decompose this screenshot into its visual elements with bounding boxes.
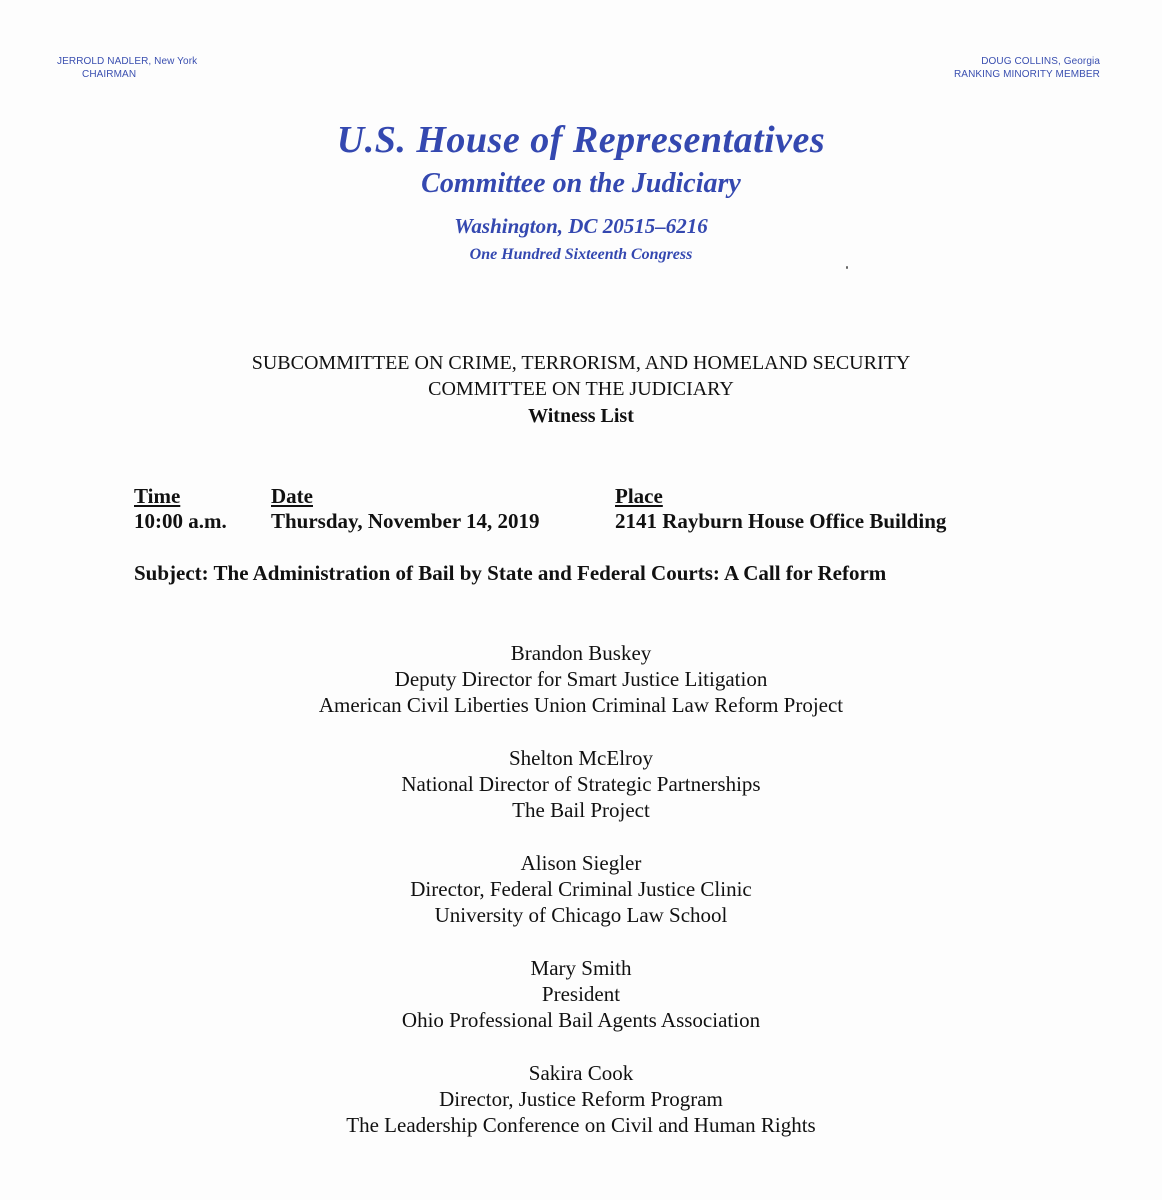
letterhead-committee: Committee on the Judiciary bbox=[421, 168, 741, 199]
witness-title: President bbox=[541, 982, 621, 1006]
committee-title: COMMITTEE ON THE JUDICIARY bbox=[428, 378, 734, 400]
hearing-subject: Subject: The Administration of Bail by State and Federal Courts: A Call for Reform bbox=[134, 561, 887, 585]
witness-organization: American Civil Liberties Union Criminal Law Reform Project bbox=[318, 693, 844, 717]
witness-organization: University of Chicago Law School bbox=[434, 903, 728, 927]
witness-title: Deputy Director for Smart Justice Litigation bbox=[394, 667, 768, 691]
witness-organization: The Leadership Conference on Civil and Human Rights bbox=[346, 1113, 816, 1137]
witness-name: Sakira Cook bbox=[528, 1061, 634, 1085]
date-value: Thursday, November 14, 2019 bbox=[271, 509, 540, 533]
chairman-name: JERROLD NADLER, New York bbox=[57, 56, 198, 67]
ranking-member-title: RANKING MINORITY MEMBER bbox=[953, 69, 1100, 80]
witness-organization: Ohio Professional Bail Agents Association bbox=[401, 1008, 761, 1032]
chairman-block bbox=[57, 55, 197, 81]
ranking-member-block bbox=[954, 55, 1100, 81]
subcommittee-title: SUBCOMMITTEE ON CRIME, TERRORISM, AND HOMELAND SECURITY bbox=[251, 352, 911, 374]
witness-organization: The Bail Project bbox=[512, 798, 650, 822]
witness-entry bbox=[0, 1060, 1162, 1138]
place-label: Place bbox=[615, 484, 663, 508]
witness-name: Mary Smith bbox=[530, 956, 632, 980]
time-value: 10:00 a.m. bbox=[134, 509, 227, 533]
time-column bbox=[134, 484, 227, 534]
time-label: Time bbox=[134, 484, 181, 508]
witness-list-heading: Witness List bbox=[528, 405, 634, 427]
letterhead-house: U.S. House of Representatives bbox=[336, 119, 826, 161]
place-column bbox=[615, 484, 946, 534]
witness-title: Director, Justice Reform Program bbox=[439, 1087, 723, 1111]
date-label: Date bbox=[271, 484, 313, 508]
witness-entry bbox=[0, 640, 1162, 718]
letterhead-address: Washington, DC 20515–6216 bbox=[454, 214, 708, 238]
scan-speck bbox=[846, 266, 848, 269]
ranking-member-name: DOUG COLLINS, Georgia bbox=[981, 56, 1100, 67]
chairman-title: CHAIRMAN bbox=[82, 69, 137, 80]
witness-name: Brandon Buskey bbox=[510, 641, 652, 665]
witness-name: Shelton McElroy bbox=[508, 746, 654, 770]
witness-title: National Director of Strategic Partnerships bbox=[401, 772, 761, 796]
witness-title: Director, Federal Criminal Justice Clinic bbox=[410, 877, 752, 901]
place-value: 2141 Rayburn House Office Building bbox=[615, 509, 947, 533]
letterhead-congress: One Hundred Sixteenth Congress bbox=[469, 246, 693, 263]
witness-entry bbox=[0, 955, 1162, 1033]
witness-name: Alison Siegler bbox=[520, 851, 642, 875]
witness-list bbox=[0, 640, 1162, 1165]
witness-entry bbox=[0, 850, 1162, 928]
date-column bbox=[271, 484, 540, 534]
witness-entry bbox=[0, 745, 1162, 823]
